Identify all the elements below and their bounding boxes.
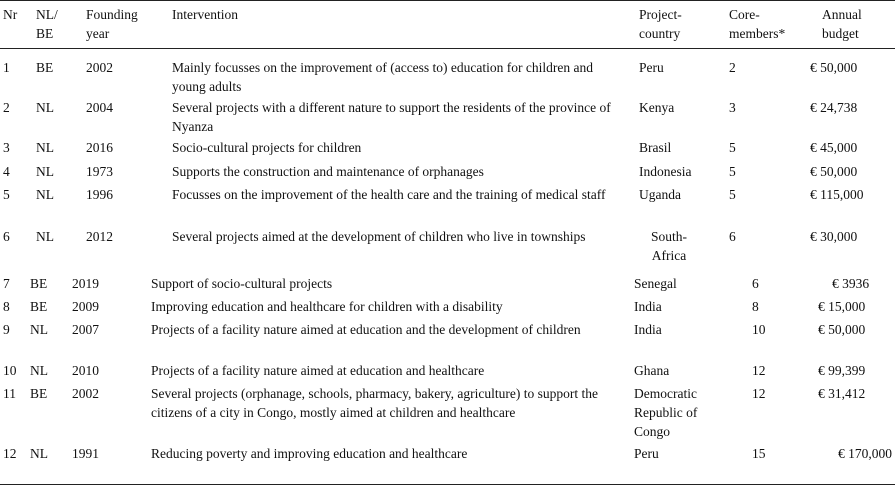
cell-nr: 9 bbox=[3, 322, 10, 337]
cell-year: 2010 bbox=[72, 363, 99, 378]
cell-country: Senegal bbox=[634, 276, 677, 291]
cell-intervention: Several projects with a different nature to support the residents of the province of Nyanza bbox=[172, 100, 611, 134]
cell-budget: € 15,000 bbox=[818, 299, 866, 314]
cell-nr: 11 bbox=[3, 386, 16, 401]
cell-core-members: 15 bbox=[752, 446, 766, 461]
cell-year: 2007 bbox=[72, 322, 99, 337]
cell-budget: € 50,000 bbox=[818, 322, 866, 337]
cell-nr: 2 bbox=[3, 100, 10, 115]
cell-nlbe: BE bbox=[30, 299, 48, 314]
cell-year: 1996 bbox=[86, 187, 113, 202]
header-founding-line2: year bbox=[86, 26, 110, 41]
cell-country: Kenya bbox=[639, 100, 675, 115]
cell-nr: 7 bbox=[3, 276, 10, 291]
header-founding-line1: Founding bbox=[86, 7, 138, 22]
cell-nlbe: BE bbox=[30, 276, 48, 291]
header-core-line2: members* bbox=[729, 26, 786, 41]
cell-country: Brasil bbox=[639, 140, 672, 155]
cell-nr: 1 bbox=[3, 60, 10, 75]
header-core-line1: Core- bbox=[729, 7, 760, 22]
cell-nr: 3 bbox=[3, 140, 10, 155]
cell-intervention: Several projects aimed at the development of children who live in townships bbox=[172, 229, 586, 244]
cell-nr: 12 bbox=[3, 446, 17, 461]
cell-core-members: 5 bbox=[729, 140, 736, 155]
cell-budget: € 24,738 bbox=[810, 100, 858, 115]
cell-intervention: Projects of a facility nature aimed at education and the development of children bbox=[151, 322, 581, 337]
cell-country: India bbox=[634, 322, 662, 337]
cell-nlbe: NL bbox=[30, 322, 48, 337]
cell-core-members: 12 bbox=[752, 363, 766, 378]
cell-country: Peru bbox=[639, 60, 664, 75]
header-rule bbox=[0, 48, 895, 49]
cell-core-members: 6 bbox=[729, 229, 736, 244]
cell-nlbe: NL bbox=[30, 363, 48, 378]
cell-year: 2009 bbox=[72, 299, 99, 314]
cell-core-members: 5 bbox=[729, 187, 736, 202]
cell-intervention: Several projects (orphanage, schools, pharmacy, bakery, agriculture) to support the citizens of a city in Congo, mostly aimed at children and healthcare bbox=[151, 386, 598, 420]
cell-year: 2002 bbox=[86, 60, 113, 75]
cell-nr: 8 bbox=[3, 299, 10, 314]
cell-intervention: Socio-cultural projects for children bbox=[172, 140, 362, 155]
cell-nr: 10 bbox=[3, 363, 17, 378]
cell-intervention: Support of socio-cultural projects bbox=[151, 276, 333, 291]
cell-budget: € 50,000 bbox=[810, 60, 858, 75]
cell-budget: € 31,412 bbox=[818, 386, 866, 401]
cell-year: 1973 bbox=[86, 164, 113, 179]
cell-nlbe: NL bbox=[36, 229, 54, 244]
cell-core-members: 3 bbox=[729, 100, 736, 115]
cell-nlbe: NL bbox=[36, 140, 54, 155]
cell-nlbe: NL bbox=[36, 164, 54, 179]
header-intervention: Intervention bbox=[172, 7, 238, 22]
cell-intervention: Mainly focusses on the improvement of (access to) education for children and young adults bbox=[172, 60, 593, 94]
header-nlbe-line2: BE bbox=[36, 26, 54, 41]
cell-core-members: 12 bbox=[752, 386, 766, 401]
cell-core-members: 6 bbox=[752, 276, 759, 291]
header-budget-line1: Annual bbox=[822, 7, 862, 22]
cell-nlbe: NL bbox=[36, 187, 54, 202]
cell-budget: € 3936 bbox=[832, 276, 870, 291]
cell-core-members: 2 bbox=[729, 60, 736, 75]
cell-budget: € 115,000 bbox=[810, 187, 864, 202]
cell-country: Uganda bbox=[639, 187, 681, 202]
cell-budget: € 50,000 bbox=[810, 164, 858, 179]
cell-nlbe: BE bbox=[36, 60, 54, 75]
cell-budget: € 30,000 bbox=[810, 229, 858, 244]
bottom-rule bbox=[0, 484, 895, 485]
cell-intervention: Projects of a facility nature aimed at education and healthcare bbox=[151, 363, 485, 378]
cell-nr: 4 bbox=[3, 164, 10, 179]
cell-nr: 6 bbox=[3, 229, 10, 244]
cell-year: 2019 bbox=[72, 276, 99, 291]
cell-intervention: Focusses on the improvement of the health care and the training of medical staff bbox=[172, 187, 606, 202]
header-nr: Nr bbox=[3, 7, 18, 22]
cell-country: Indonesia bbox=[639, 164, 692, 179]
cell-country: South-Africa bbox=[650, 229, 687, 263]
cell-nlbe: NL bbox=[36, 100, 54, 115]
header-budget-line2: budget bbox=[822, 26, 859, 41]
top-rule bbox=[0, 0, 895, 1]
cell-nlbe: BE bbox=[30, 386, 48, 401]
header-country-line1: Project- bbox=[639, 7, 682, 22]
cell-country: Ghana bbox=[634, 363, 670, 378]
cell-year: 2002 bbox=[72, 386, 99, 401]
cell-budget: € 45,000 bbox=[810, 140, 858, 155]
cell-year: 2012 bbox=[86, 229, 113, 244]
cell-year: 2016 bbox=[86, 140, 113, 155]
cell-intervention: Reducing poverty and improving education and healthcare bbox=[151, 446, 468, 461]
cell-budget: € 170,000 bbox=[838, 446, 892, 461]
cell-core-members: 10 bbox=[752, 322, 766, 337]
header-nlbe-line1: NL/ bbox=[36, 7, 58, 22]
cell-country: India bbox=[634, 299, 662, 314]
cell-budget: € 99,399 bbox=[818, 363, 866, 378]
cell-year: 2004 bbox=[86, 100, 113, 115]
cell-nlbe: NL bbox=[30, 446, 48, 461]
cell-year: 1991 bbox=[72, 446, 99, 461]
cell-intervention: Supports the construction and maintenance of orphanages bbox=[172, 164, 484, 179]
cell-nr: 5 bbox=[3, 187, 10, 202]
cell-country: Peru bbox=[634, 446, 659, 461]
cell-core-members: 5 bbox=[729, 164, 736, 179]
cell-core-members: 8 bbox=[752, 299, 759, 314]
cell-intervention: Improving education and healthcare for children with a disability bbox=[151, 299, 503, 314]
header-country-line2: country bbox=[639, 26, 681, 41]
cell-country: Democratic Republic of Congo bbox=[634, 386, 698, 439]
